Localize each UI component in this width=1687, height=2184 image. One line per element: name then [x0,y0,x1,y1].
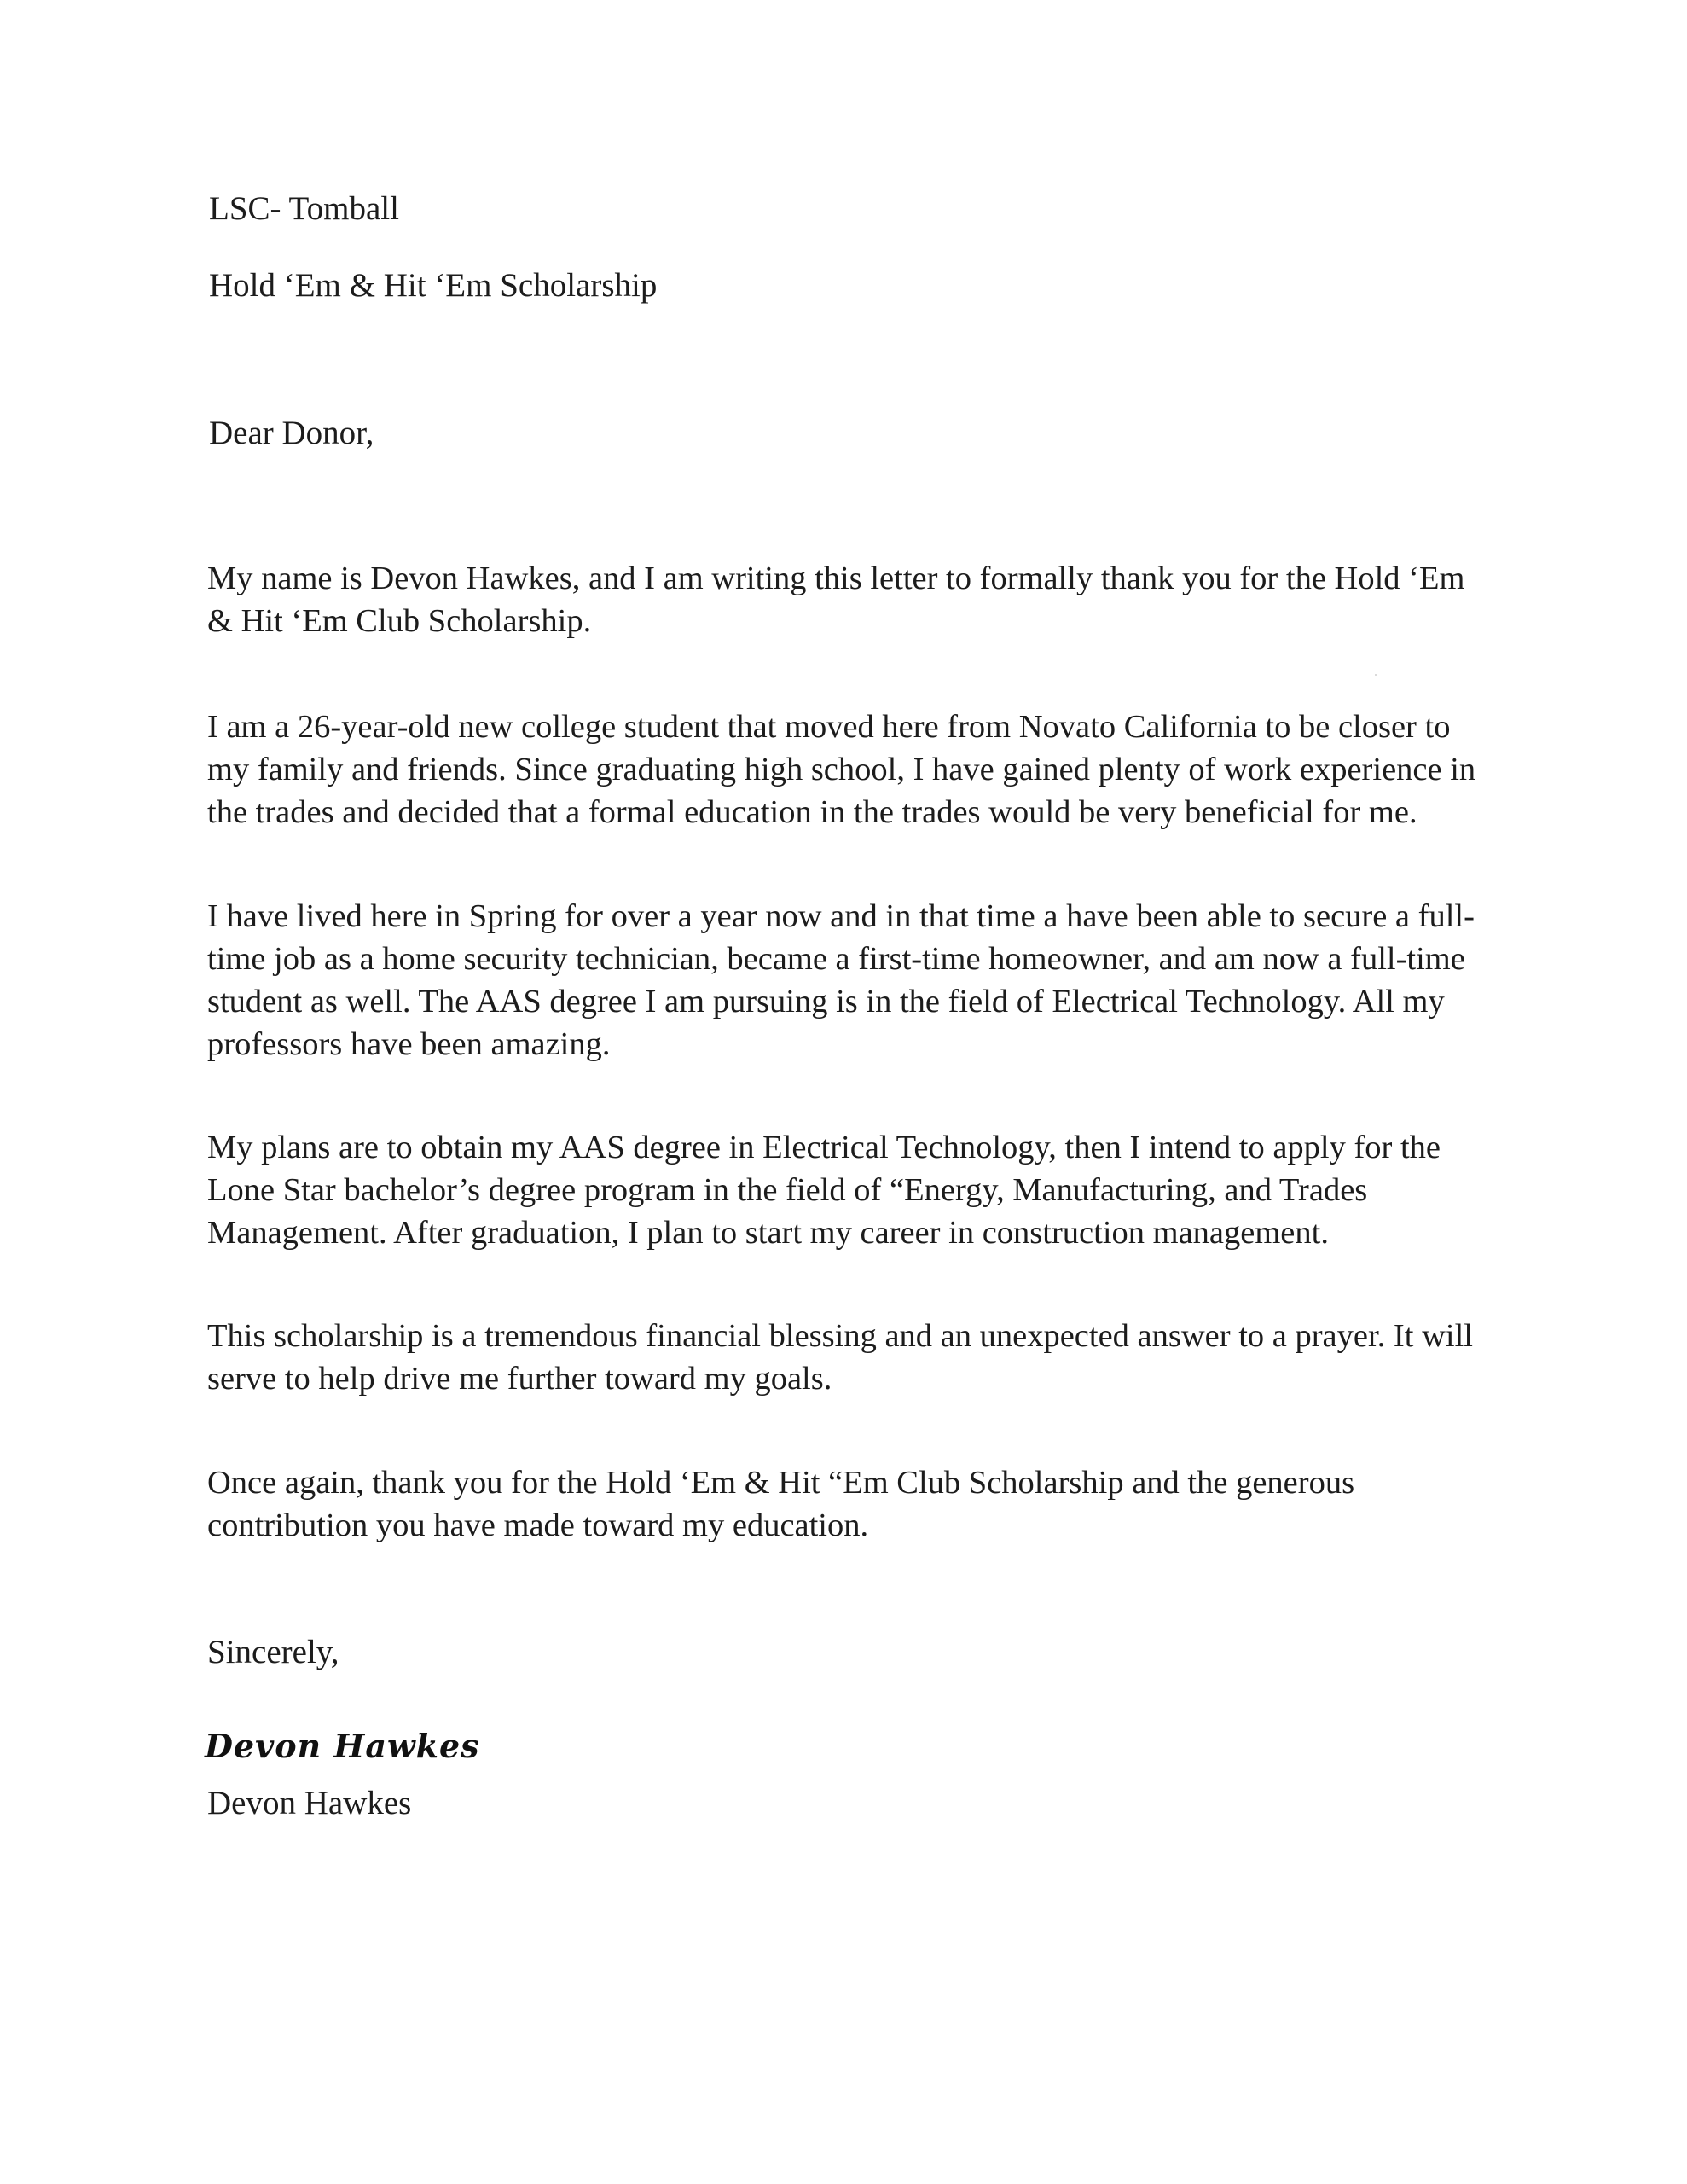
paragraph-gratitude: This scholarship is a tremendous financial blessing and an unexpected answer to a prayer. It will serve to help drive me further toward my goals. [207,1318,1473,1397]
signer-name: Devon Hawkes [207,1785,412,1821]
closing: Sincerely, [207,1634,339,1670]
handwritten-signature: Devon Hawkes [205,1727,480,1765]
paragraph-intro: My name is Devon Hawkes, and I am writing this letter to formally thank you for the Hold ‘Em & Hit ‘Em Club Scholarship. [207,561,1465,639]
institution-line: LSC- Tomball [209,190,399,227]
scan-speck [1375,674,1377,676]
paragraph-closing-thanks: Once again, thank you for the Hold ‘Em & Hit “Em Club Scholarship and the generous contribution you have made toward my education. [207,1465,1355,1543]
paragraph-plans: My plans are to obtain my AAS degree in Electrical Technology, then I intend to apply for the Lone Star bachelor’s degree program in the field of “Energy, Manufacturing, and Trades Management. After graduation, I plan to start my career in construction management. [207,1130,1441,1251]
paragraph-background: I am a 26-year-old new college student that moved here from Novato California to be closer to my family and friends. Since graduating high school, I have gained plenty of work experience in the trades and decided that a formal education in the trades would be very beneficial for me. [207,709,1476,830]
scholarship-heading: Hold ‘Em & Hit ‘Em Scholarship [209,267,658,304]
salutation: Dear Donor, [209,415,374,451]
paragraph-current-life: I have lived here in Spring for over a year now and in that time a have been able to secure a full-time job as a home security technician, became a first-time homeowner, and am now a full-time student as well. The AAS degree I am pursuing is in the field of Electrical Technology. All my professors have been amazing. [207,898,1475,1062]
